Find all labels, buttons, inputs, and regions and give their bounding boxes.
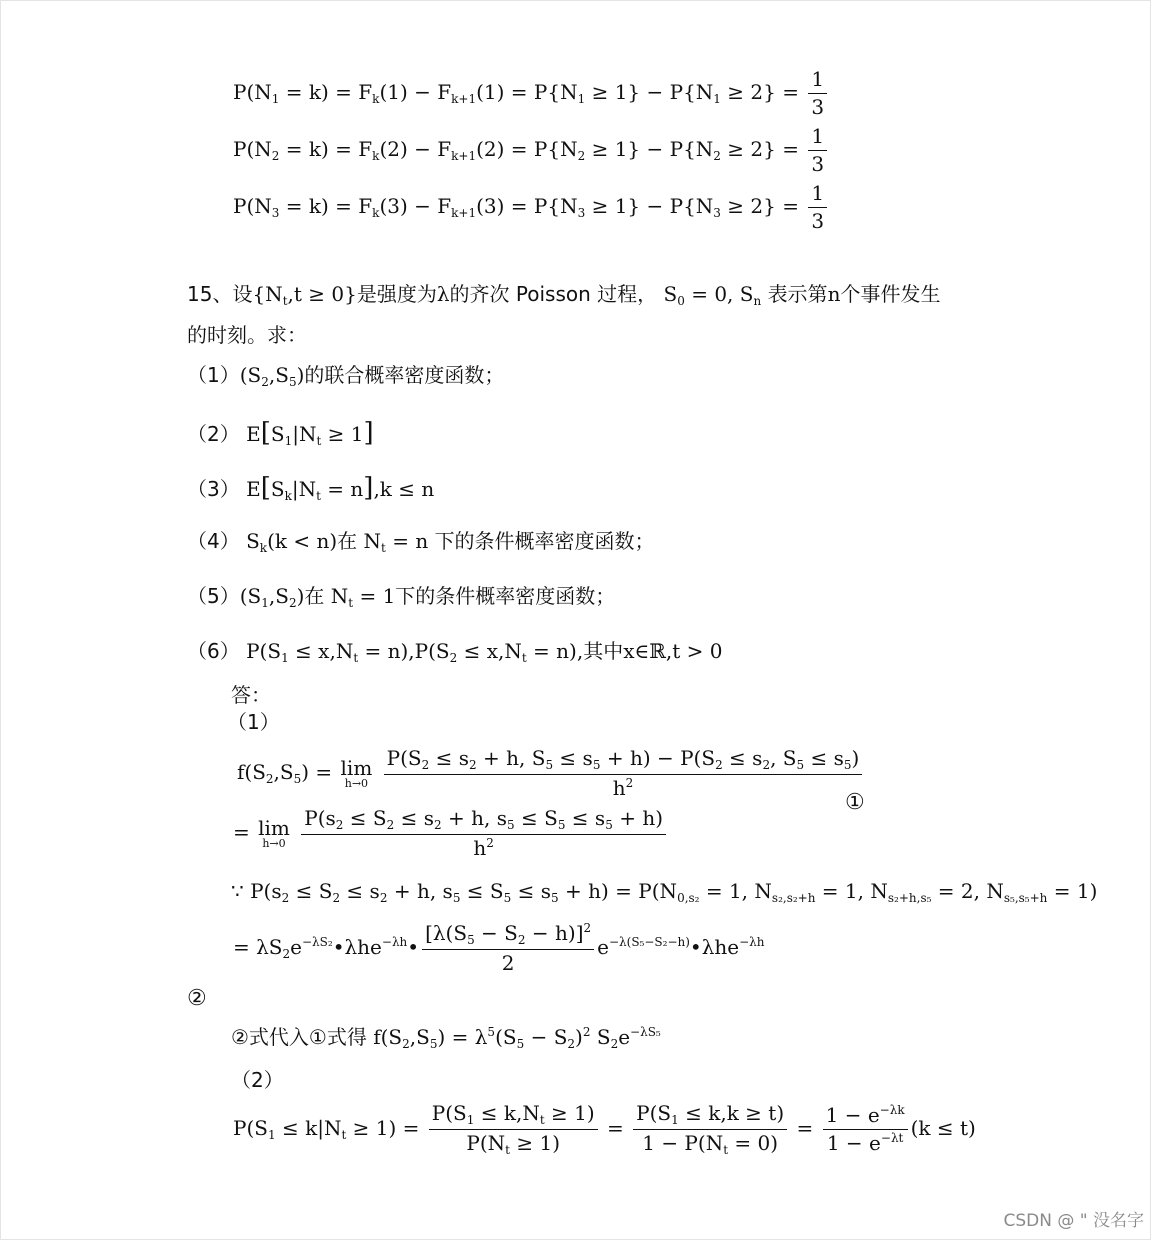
problem-line-2: 的时刻。求： [187,323,307,347]
equation-3: ∵ $P(s_2 \le S_2 \le s_2 + h$, $s_5 \le S_5 \le s_5 + h) = P(N_{0,s_2} = 1$, $N_{s_2,s_2+h} = 1$, $N_{s_2+h,s_5} = 2$, $N_{s_5,s_5+h} = 1$) [231,879,1098,905]
question-5: $(5)(S_1,S_2)$在 $N_t = 1$下的条件概率密度函数； [187,584,616,610]
answer-part-2-label: （2） [231,1068,284,1092]
equation-1: $f(S_2,S_5)$ = lim h→0 $\frac{P(S_2 \le s_2 + h, S_5 \le s_5 + h) - P(S_2 \le s_2, S_5 \le s_5)}{h^2}$ [237,746,865,801]
problem-line-1: 15、设$\{N_t,t \ge 0\}$是强度为λ的齐次 Poisson 过程， $S_0 = 0$, $S_n$ 表示第n个事件发生 [187,282,941,308]
question-6: （6） $P(S_1 \le x,N_t = n),P(S_2 \le x,N_t = n)$,其中x∈ℝ,t > 0 [187,639,723,665]
question-3: （3） $E[S_k|N_t = n],k \le n$ [187,473,435,503]
equation-4: = $\lambda S_2e^{-\lambda S_2}•\lambda he^{-\lambda h}•$ $\frac{[\lambda(S_5 - S_2 - h)]^2}{2}$ $e^{-\lambda(S_5-S_2-h)}•\lambda he^{-\lambda h}$ [233,921,765,975]
prob-line-2: $P(N_2 = k) = F_k(2) - F_{k+1}(2) = P\{N_2 \ge 1\} - P\{N_2 \ge 2\}$ = $\frac{1}{3}$ [233,124,830,177]
prob-line-3: $P(N_3 = k) = F_k(3) - F_{k+1}(3) = P\{N_3 \ge 1\} - P\{N_3 \ge 2\}$ = $\frac{1}{3}$ [233,181,830,234]
csdn-watermark: CSDN @ " 没名字 [1003,1211,1144,1231]
question-4: （4） $S_k(k < n)$在 $N_t = n$ 下的条件概率密度函数； [187,529,655,555]
equation-5: $P(S_1 \le k|N_t \ge 1)$ = $\frac{P(S_1 \le k,N_t \ge 1)}{P(N_t \ge 1)}$ = $\frac{P(S_1 \le k,k \ge t)}{1 - P(N_t = 0)}$ = $\frac{1 - e^{-\lambda k}}{1 - e^{-\lambda t}}$ (k ≤ t) [233,1101,976,1157]
answer-part-1-label: （1） [227,710,280,734]
answer-label: 答： [231,683,271,707]
equation-4-marker: ② [187,986,207,1011]
equation-1-marker: ① [845,790,865,815]
question-2: （2） $E[S_1|N_t \ge 1]$ [187,418,374,448]
prob-line-1: $P(N_1 = k) = F_k(1) - F_{k+1}(1) = P\{N_1 \ge 1\} - P\{N_1 \ge 2\}$ = $\frac{1}{3}$ [233,67,830,120]
result-1: ②式代入①式得 $f(S_2,S_5) = \lambda^5(S_5 - S_2)^2$ $S_2e^{-\lambda S_5}$ [231,1025,661,1051]
equation-2: = lim h→0 $\frac{P(s_2 \le S_2 \le s_2 + h, s_5 \le S_5 \le s_5 + h)}{h^2}$ [233,806,669,861]
question-1: $(1)(S_2,S_5)$的联合概率密度函数； [187,363,505,389]
